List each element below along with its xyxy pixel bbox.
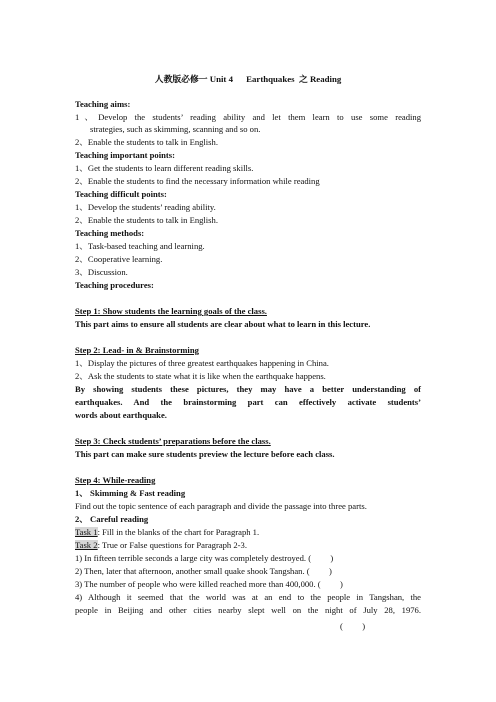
- methods-item-1: 1、Task-based teaching and learning.: [75, 241, 205, 251]
- task-2-label: Task 2: [75, 540, 98, 550]
- question-4-answer-blank: ( ): [340, 621, 366, 631]
- step-2-item-1: 1、Display the pictures of three greatest earthquakes happening in China.: [75, 358, 329, 368]
- step-2-heading: Step 2: Lead- in & Brainstorming: [75, 345, 199, 355]
- question-3: 3) The number of people who were killed reached more than 400,000. ( ): [75, 579, 343, 589]
- step-2-item-2: 2、Ask the students to state what it is like when the earthquake happens.: [75, 371, 326, 381]
- task-1-line: [75, 527, 421, 538]
- step-2-note-line-3: words about earthquake.: [75, 410, 167, 420]
- aims-heading: Teaching aims:: [75, 99, 131, 109]
- task-2-text: : True or False questions for Paragraph 2-3.: [97, 540, 247, 550]
- task-1-label: Task 1: [75, 527, 98, 537]
- difficult-points-item-1: 1、Develop the students’ reading ability.: [75, 202, 216, 212]
- task-2-line: [75, 540, 421, 551]
- question-1: 1) In fifteen terrible seconds a large city was completely destroyed. ( ): [75, 553, 334, 563]
- skimming-subheading: 1、 Skimming & Fast reading: [75, 488, 186, 498]
- procedures-heading: Teaching procedures:: [75, 280, 154, 290]
- aims-item-1-line-2: strategies, such as skimming, scanning and so on.: [90, 124, 261, 134]
- methods-heading: Teaching methods:: [75, 228, 145, 238]
- step-2-note-line-1: By showing students these pictures, they may have a better understanding of: [75, 384, 421, 394]
- important-points-heading: Teaching important points:: [75, 150, 175, 160]
- important-points-item-1: 1、Get the students to learn different reading skills.: [75, 163, 254, 173]
- task-1-text: : Fill in the blanks of the chart for Paragraph 1.: [97, 527, 260, 537]
- step-1-heading: Step 1: Show students the learning goals of the class.: [75, 306, 267, 316]
- step-2-note-line-2: earthquakes. And the brainstorming part can effectively activate students’: [75, 397, 421, 407]
- aims-item-2: 2、Enable the students to talk in English.: [75, 137, 218, 147]
- question-2: 2) Then, later that afternoon, another small quake shook Tangshan. ( ): [75, 566, 332, 576]
- step-3-heading: Step 3: Check students’ preparations before the class.: [75, 436, 271, 446]
- question-4-line-1: 4) Although it seemed that the world was at an end to the people in Tangshan, the: [75, 592, 421, 602]
- step-1-text: This part aims to ensure all students are clear about what to learn in this lecture.: [75, 319, 371, 329]
- methods-item-3: 3、Discussion.: [75, 267, 128, 277]
- important-points-item-2: 2、Enable the students to find the necessary information while reading: [75, 176, 320, 186]
- difficult-points-heading: Teaching difficult points:: [75, 189, 167, 199]
- aims-item-1-line-1: 1、Develop the students’ reading ability and let them learn to use some reading: [75, 112, 421, 122]
- skimming-text: Find out the topic sentence of each paragraph and divide the passage into three parts.: [75, 501, 367, 511]
- document-title: 人教版必修一 Unit 4 Earthquakes 之 Reading: [154, 74, 342, 84]
- step-4-heading: Step 4: While-reading: [75, 475, 156, 485]
- methods-item-2: 2、Cooperative learning.: [75, 254, 163, 264]
- question-4-line-2: people in Beijing and other cities nearby slept well on the night of July 28, 1976.: [75, 605, 421, 615]
- difficult-points-item-2: 2、Enable the students to talk in English.: [75, 215, 218, 225]
- step-3-text: This part can make sure students preview the lecture before each class.: [75, 449, 335, 459]
- careful-reading-subheading: 2、 Careful reading: [75, 514, 149, 524]
